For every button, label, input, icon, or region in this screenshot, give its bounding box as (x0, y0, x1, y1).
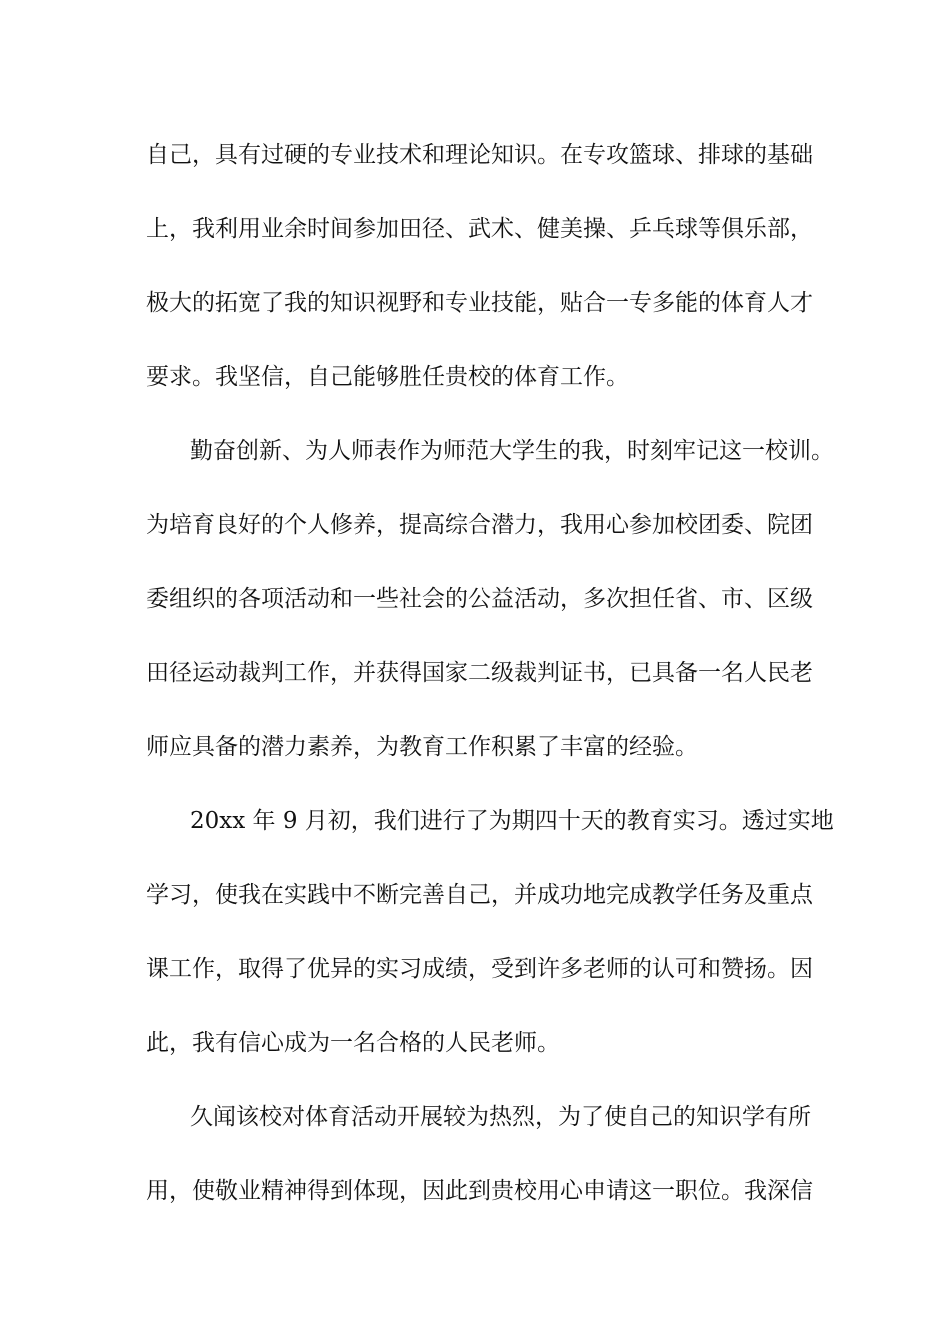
text-line: 田径运动裁判工作，并获得国家二级裁判证书，已具备一名人民老 (146, 660, 813, 686)
text-line: 此，我有信心成为一名合格的人民老师。 (146, 1030, 560, 1056)
text-line: 师应具备的潜力素养，为教育工作积累了丰富的经验。 (146, 734, 698, 760)
text-line: 要求。我坚信，自己能够胜任贵校的体育工作。 (146, 364, 629, 390)
text-line: 用，使敬业精神得到体现，因此到贵校用心申请这一职位。我深信 (146, 1178, 813, 1204)
paragraph-first-line: 久闻该校对体育活动开展较为热烈，为了使自己的知识学有所 (190, 1104, 811, 1130)
text-line: 极大的拓宽了我的知识视野和专业技能，贴合一专多能的体育人才 (146, 290, 813, 316)
text-line: 课工作，取得了优异的实习成绩，受到许多老师的认可和赞扬。因 (146, 956, 813, 982)
text-line: 为培育良好的个人修养，提高综合潜力，我用心参加校团委、院团 (146, 512, 813, 538)
text-line: 上，我利用业余时间参加田径、武术、健美操、乒乓球等俱乐部， (146, 216, 813, 242)
paragraph-first-line: 勤奋创新、为人师表作为师范大学生的我，时刻牢记这一校训。 (190, 438, 834, 464)
text-line: 学习，使我在实践中不断完善自己，并成功地完成教学任务及重点 (146, 882, 813, 908)
text-line: 自己，具有过硬的专业技术和理论知识。在专攻篮球、排球的基础 (146, 142, 813, 168)
paragraph-first-line: 20xx 年 9 月初，我们进行了为期四十天的教育实习。透过实地 (190, 808, 834, 834)
text-line: 委组织的各项活动和一些社会的公益活动，多次担任省、市、区级 (146, 586, 813, 612)
